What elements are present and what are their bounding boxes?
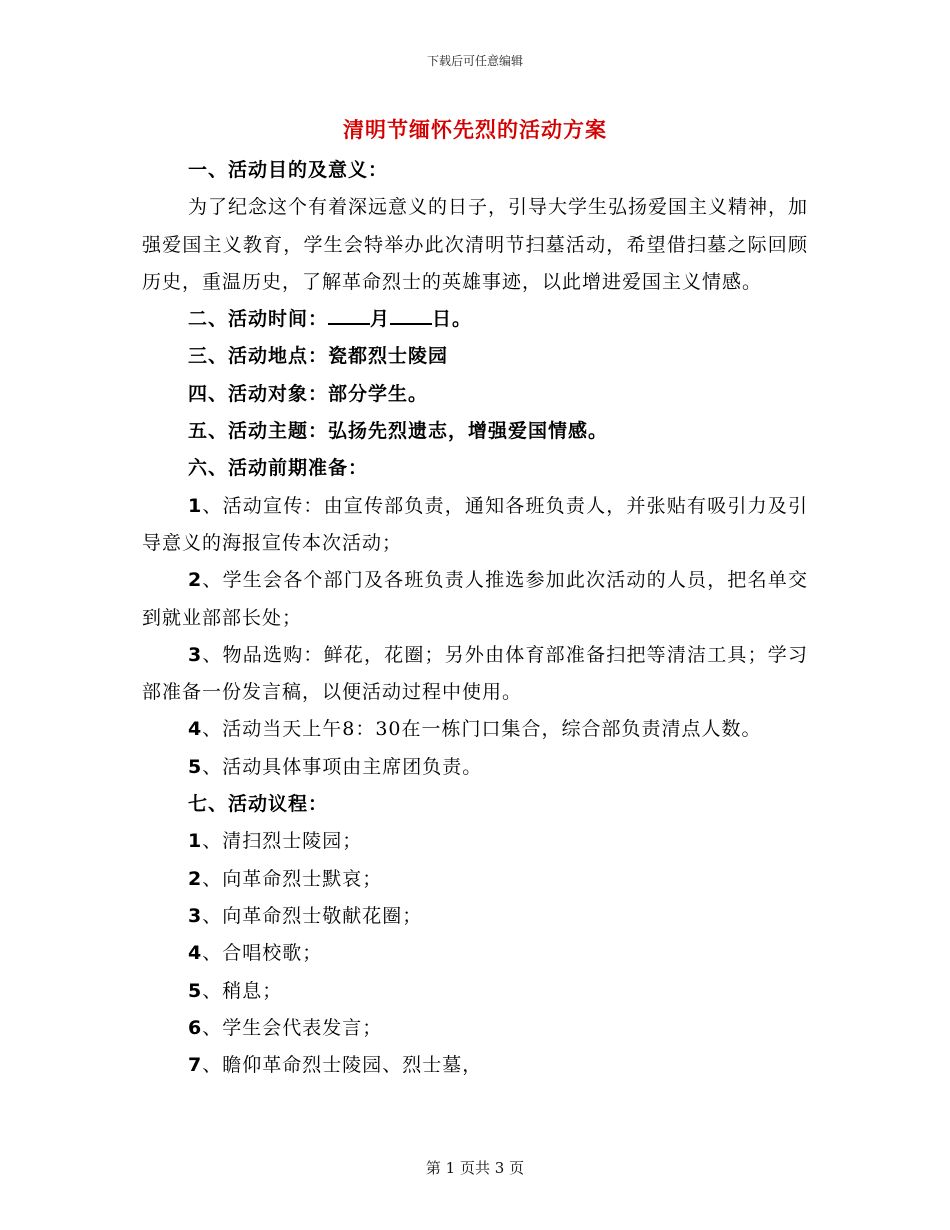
agenda-item-text: 、合唱校歌；: [202, 942, 323, 965]
agenda-item-number: 6: [188, 1016, 203, 1039]
section-1-body: 为了纪念这个有着深远意义的日子，引导大学生弘扬爱国主义精神，加强爱国主义教育，学生会特举办此次清明节扫墓活动，希望借扫墓之际回顾历史，重温历史，了解革命烈士的英雄事迹，以此增进爱国主义情感。: [142, 196, 809, 293]
agenda-item-number: 1: [188, 830, 203, 853]
agenda-item-text: 、向革命烈士默哀；: [202, 867, 383, 890]
prep-item-text: 、活动当天上午8：30在一栋门口集合，综合部负责清点人数。: [202, 718, 762, 741]
agenda-item: [142, 898, 808, 935]
prep-item: [142, 711, 808, 748]
agenda-item: [142, 823, 808, 860]
page-header-note: 下载后可任意编辑: [426, 54, 523, 68]
agenda-item-text: 、瞻仰革命烈士陵园、烈士墓，: [202, 1054, 483, 1077]
agenda-item: [142, 935, 808, 972]
section-7-heading: 七、活动议程：: [188, 793, 329, 816]
section-3-location: 三、活动地点：瓷都烈士陵园: [188, 345, 449, 368]
document-body: [142, 152, 808, 1084]
prep-item: [142, 488, 808, 563]
prep-item-text: 、学生会各个部门及各班负责人推选参加此次活动的人员，把名单交到就业部部长处；: [142, 569, 808, 629]
day-label: 日。: [432, 308, 473, 331]
agenda-item: [142, 1010, 808, 1047]
agenda-item: [142, 1047, 808, 1084]
section-2-time: [142, 301, 808, 338]
prep-item-number: 4: [188, 718, 203, 741]
day-blank: [390, 305, 432, 325]
agenda-item-number: 7: [188, 1054, 203, 1077]
prep-item-number: 2: [188, 569, 203, 592]
agenda-item-number: 4: [188, 942, 203, 965]
section-6-heading: 六、活动前期准备：: [188, 457, 369, 480]
section-5-theme: 五、活动主题：弘扬先烈遗志，增强爱国情感。: [188, 420, 609, 443]
prep-item: [142, 637, 808, 712]
section-4-audience: 四、活动对象：部分学生。: [188, 382, 429, 405]
agenda-item-text: 、稍息；: [202, 979, 283, 1002]
section-2-heading: 二、活动时间：: [188, 308, 329, 331]
agenda-item-number: 5: [188, 979, 203, 1002]
prep-item-text: 、活动宣传：由宣传部负责，通知各班负责人，并张贴有吸引力及引导意义的海报宣传本次活动；: [142, 494, 808, 554]
agenda-item: [142, 973, 808, 1010]
prep-item-number: 5: [188, 755, 203, 778]
prep-item: [142, 562, 808, 637]
section-1-heading: 一、活动目的及意义：: [188, 159, 389, 181]
agenda-item-text: 、清扫烈士陵园；: [202, 830, 363, 853]
agenda-item-number: 3: [188, 904, 203, 927]
page-footer: 第 1 页共 3 页: [425, 1159, 525, 1177]
document-title: 清明节缅怀先烈的活动方案: [343, 117, 607, 142]
agenda-item-text: 、向革命烈士敬献花圈；: [202, 904, 423, 927]
month-label: 月: [370, 308, 391, 331]
prep-item-text: 、活动具体事项由主席团负责。: [202, 755, 483, 778]
prep-item-number: 1: [188, 494, 203, 517]
agenda-item-text: 、学生会代表发言；: [202, 1016, 383, 1039]
month-blank: [328, 305, 370, 325]
prep-item-number: 3: [188, 643, 203, 666]
prep-item: [142, 749, 808, 786]
agenda-item-number: 2: [188, 867, 203, 890]
prep-item-text: 、物品选购：鲜花，花圈；另外由体育部准备扫把等清洁工具；学习部准备一份发言稿，以便活动过程中使用。: [142, 643, 808, 704]
agenda-item: [142, 861, 808, 898]
